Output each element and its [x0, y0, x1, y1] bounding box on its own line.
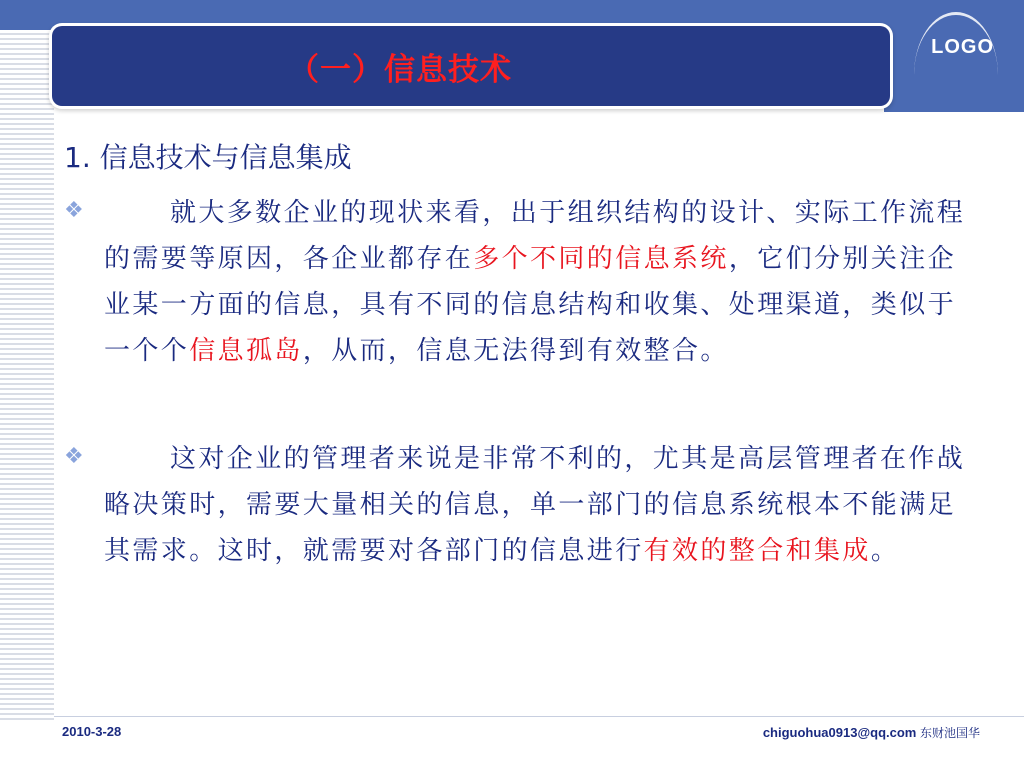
body-text: 。 [870, 536, 900, 566]
slide-title: （一）信息技术 [288, 52, 512, 88]
body-text: ，从而，信息无法得到有效整合。 [302, 336, 729, 366]
footer-author: 东财池国华 [919, 726, 980, 740]
body-text: ，它们分别关注企业某一方面的信息，具有不同的信息结构和收集、处理渠道，类似于一个个 [104, 244, 957, 366]
footer-credit [763, 724, 980, 741]
section-heading: 1. 信息技术与信息集成 [64, 141, 352, 174]
highlighted-text: 信息孤岛 [189, 336, 303, 366]
diamond-bullet-icon: ❖ [64, 198, 84, 223]
diamond-bullet-icon: ❖ [64, 444, 84, 469]
highlighted-text: 有效的整合和集成 [643, 536, 871, 566]
footer-email: chiguohua0913@qq.com [762, 725, 917, 740]
footer-divider [54, 716, 1024, 717]
body-text: 就大多数企业的现状来看，出于组织结构的设计、实际工作流程的需要等原因，各企业都存在 [104, 198, 966, 274]
bullet-paragraph-2 [104, 436, 970, 574]
highlighted-text: 多个不同的信息系统 [473, 244, 729, 274]
body-text: 这对企业的管理者来说是非常不利的，尤其是高层管理者在作战略决策时，需要大量相关的信息，单一部门的信息系统根本不能满足其需求。这时，就需要对各部门的信息进行 [104, 444, 966, 566]
logo: LOGO [931, 36, 994, 58]
bullet-paragraph-1 [104, 190, 970, 374]
footer-date: 2010-3-28 [62, 724, 122, 739]
